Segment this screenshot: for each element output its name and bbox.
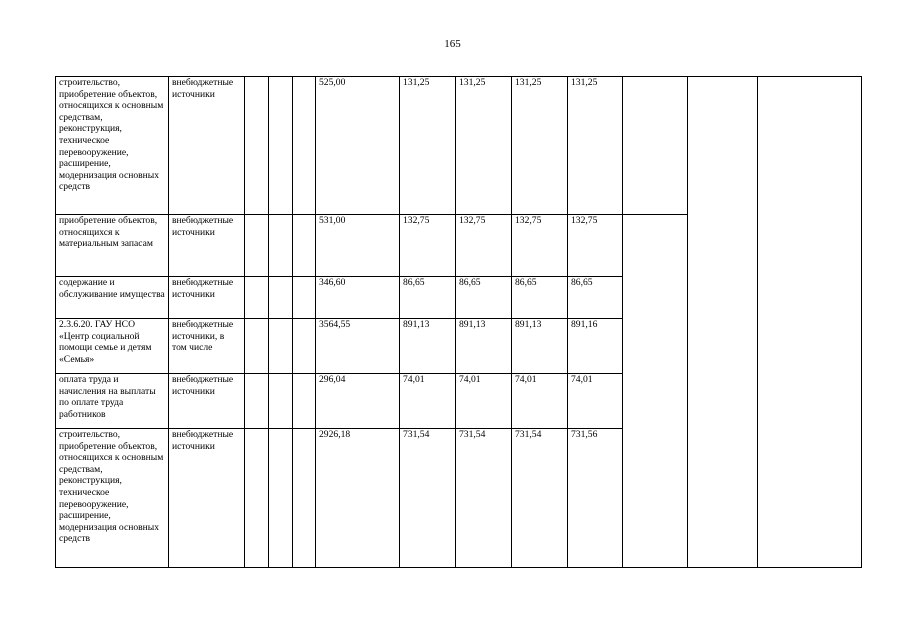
empty-cell — [269, 429, 293, 568]
budget-table — [55, 76, 862, 568]
empty-cell — [293, 374, 316, 429]
empty-cell — [245, 215, 269, 277]
total-value: 531,00 — [316, 215, 400, 277]
year-1-value: 131,25 — [400, 77, 456, 215]
year-3-value: 74,01 — [512, 374, 568, 429]
year-4-value: 86,65 — [568, 277, 623, 319]
year-1-value: 86,65 — [400, 277, 456, 319]
row-name: оплата труда и начисления на выплаты по оплате труда работников — [56, 374, 169, 429]
year-3-value: 891,13 — [512, 319, 568, 374]
year-3-value: 132,75 — [512, 215, 568, 277]
total-value: 296,04 — [316, 374, 400, 429]
year-2-value: 86,65 — [456, 277, 512, 319]
empty-cell — [245, 429, 269, 568]
empty-cell — [269, 374, 293, 429]
row-name: содержание и обслуживание имущества — [56, 277, 169, 319]
empty-cell — [623, 77, 688, 215]
page-number: 165 — [444, 38, 461, 50]
empty-cell — [269, 319, 293, 374]
total-value: 2926,18 — [316, 429, 400, 568]
year-1-value: 731,54 — [400, 429, 456, 568]
row-name: 2.3.6.20. ГАУ НСО «Центр социальной помощи семье и детям «Семья» — [56, 319, 169, 374]
year-4-value: 131,25 — [568, 77, 623, 215]
funding-source: внебюджетные источники, в том числе — [169, 319, 245, 374]
year-4-value: 74,01 — [568, 374, 623, 429]
funding-source: внебюджетные источники — [169, 277, 245, 319]
row-name: строительство, приобретение объектов, относящихся к основным средствам, реконструкция, техническое перевооружение, расширение, модернизация основных средств — [56, 429, 169, 568]
year-1-value: 132,75 — [400, 215, 456, 277]
year-3-value: 131,25 — [512, 77, 568, 215]
year-2-value: 891,13 — [456, 319, 512, 374]
empty-cell — [245, 374, 269, 429]
empty-cell — [293, 429, 316, 568]
year-4-value: 731,56 — [568, 429, 623, 568]
empty-cell — [245, 277, 269, 319]
total-value: 346,60 — [316, 277, 400, 319]
funding-source: внебюджетные источники — [169, 429, 245, 568]
funding-source: внебюджетные источники — [169, 77, 245, 215]
year-3-value: 731,54 — [512, 429, 568, 568]
empty-cell — [293, 277, 316, 319]
empty-cell — [293, 77, 316, 215]
year-1-value: 74,01 — [400, 374, 456, 429]
funding-source: внебюджетные источники — [169, 374, 245, 429]
table-row — [56, 77, 862, 215]
empty-cell — [269, 215, 293, 277]
empty-cell — [293, 215, 316, 277]
empty-cell — [245, 319, 269, 374]
empty-cell — [269, 277, 293, 319]
funding-source: внебюджетные источники — [169, 215, 245, 277]
year-2-value: 731,54 — [456, 429, 512, 568]
empty-cell — [269, 77, 293, 215]
year-3-value: 86,65 — [512, 277, 568, 319]
total-value: 3564,55 — [316, 319, 400, 374]
row-name: строительство, приобретение объектов, относящихся к основным средствам, реконструкция, техническое перевооружение, расширение, модернизация основных средств — [56, 77, 169, 215]
year-4-value: 891,16 — [568, 319, 623, 374]
year-2-value: 131,25 — [456, 77, 512, 215]
year-2-value: 132,75 — [456, 215, 512, 277]
merged-empty-cell — [688, 77, 758, 568]
empty-cell — [245, 77, 269, 215]
empty-cell — [293, 319, 316, 374]
merged-empty-cell — [758, 77, 862, 568]
year-4-value: 132,75 — [568, 215, 623, 277]
year-1-value: 891,13 — [400, 319, 456, 374]
merged-empty-cell — [623, 215, 688, 568]
row-name: приобретение объектов, относящихся к материальным запасам — [56, 215, 169, 277]
total-value: 525,00 — [316, 77, 400, 215]
year-2-value: 74,01 — [456, 374, 512, 429]
